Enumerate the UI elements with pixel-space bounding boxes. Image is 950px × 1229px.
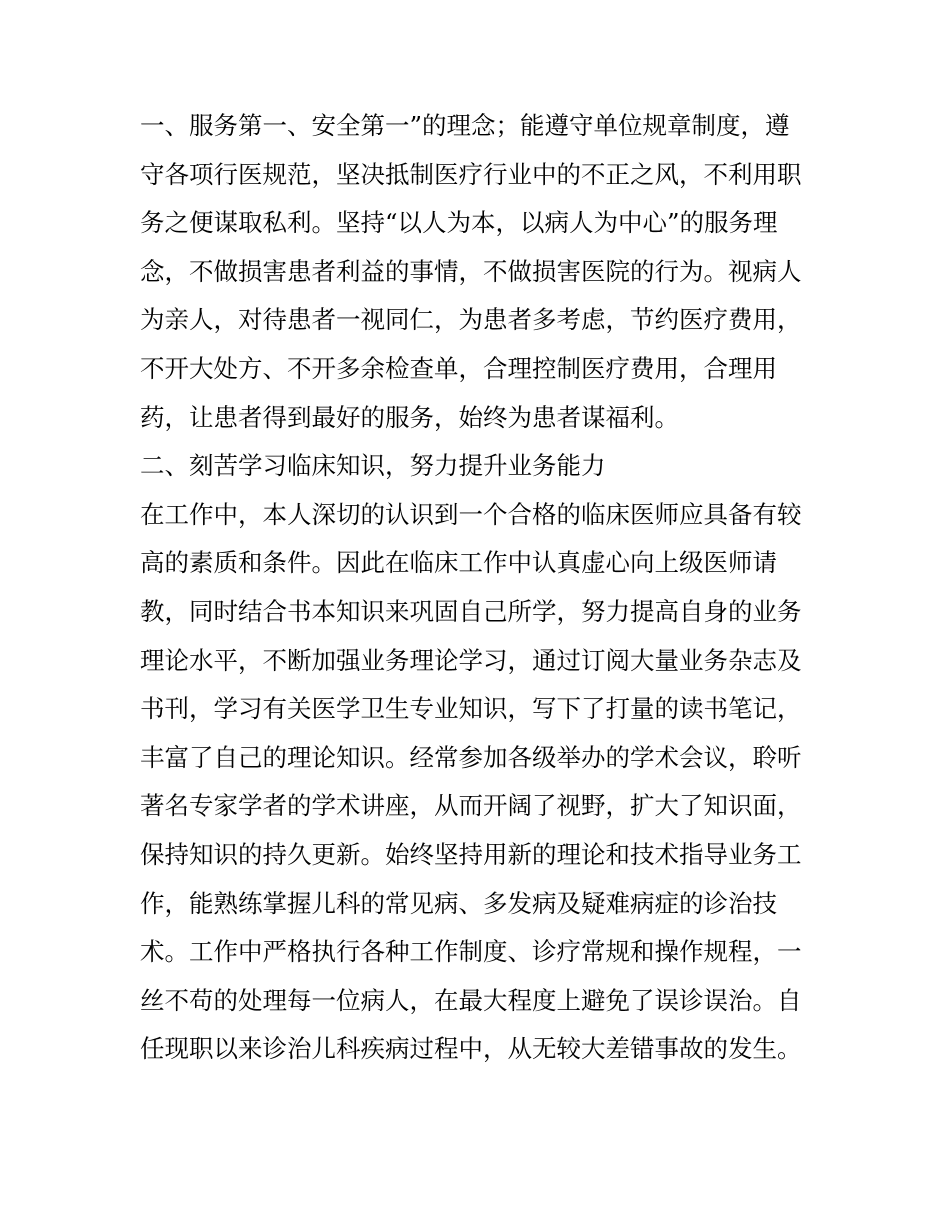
text-line: 在工作中，本人深切的认识到一个合格的临床医师应具备有较	[140, 499, 802, 529]
text-line: 一、服务第一、安全第一”的理念；能遵守单位规章制度，遵	[140, 111, 790, 140]
text-line: 教，同时结合书本知识来巩固自己所学，努力提高自身的业务	[140, 596, 802, 626]
text-line: 著名专家学者的学术讲座，从而开阔了视野，扩大了知识面，	[140, 791, 802, 821]
text-line: 术。工作中严格执行各种工作制度、诊疗常规和操作规程，一	[140, 937, 802, 967]
text-line: 保持知识的持久更新。始终坚持用新的理论和技术指导业务工	[140, 839, 802, 869]
text-line: 任现职以来诊治儿科疾病过程中，从无较大差错事故的发生。	[140, 1034, 802, 1064]
section-heading: 二、刻苦学习临床知识，努力提升业务能力	[140, 451, 606, 481]
text-line: 药，让患者得到最好的服务，始终为患者谋福利。	[140, 402, 679, 432]
text-line: 念，不做损害患者利益的事情，不做损害医院的行为。视病人	[140, 256, 802, 286]
text-line: 理论水平，不断加强业务理论学习，通过订阅大量业务杂志及	[140, 645, 802, 675]
text-line: 丰富了自己的理论知识。经常参加各级举办的学术会议，聆听	[140, 742, 802, 772]
text-line: 为亲人，对待患者一视同仁，为患者多考虑，节约医疗费用，	[140, 305, 802, 335]
text-line: 高的素质和条件。因此在临床工作中认真虚心向上级医师请	[140, 548, 777, 578]
text-line: 书刊，学习有关医学卫生专业知识，写下了打量的读书笔记，	[140, 694, 802, 724]
document-body	[140, 102, 820, 1074]
text-line: 丝不苟的处理每一位病人，在最大程度上避免了误诊误治。自	[140, 985, 802, 1015]
text-line: 不开大处方、不开多余检查单，合理控制医疗费用，合理用	[140, 353, 777, 383]
text-line: 守各项行医规范，坚决抵制医疗行业中的不正之风，不利用职	[140, 159, 802, 189]
text-line: 作，能熟练掌握儿科的常见病、多发病及疑难病症的诊治技	[140, 888, 777, 918]
text-line: 务之便谋取私利。坚持“以人为本，以病人为中心”的服务理	[140, 208, 778, 238]
